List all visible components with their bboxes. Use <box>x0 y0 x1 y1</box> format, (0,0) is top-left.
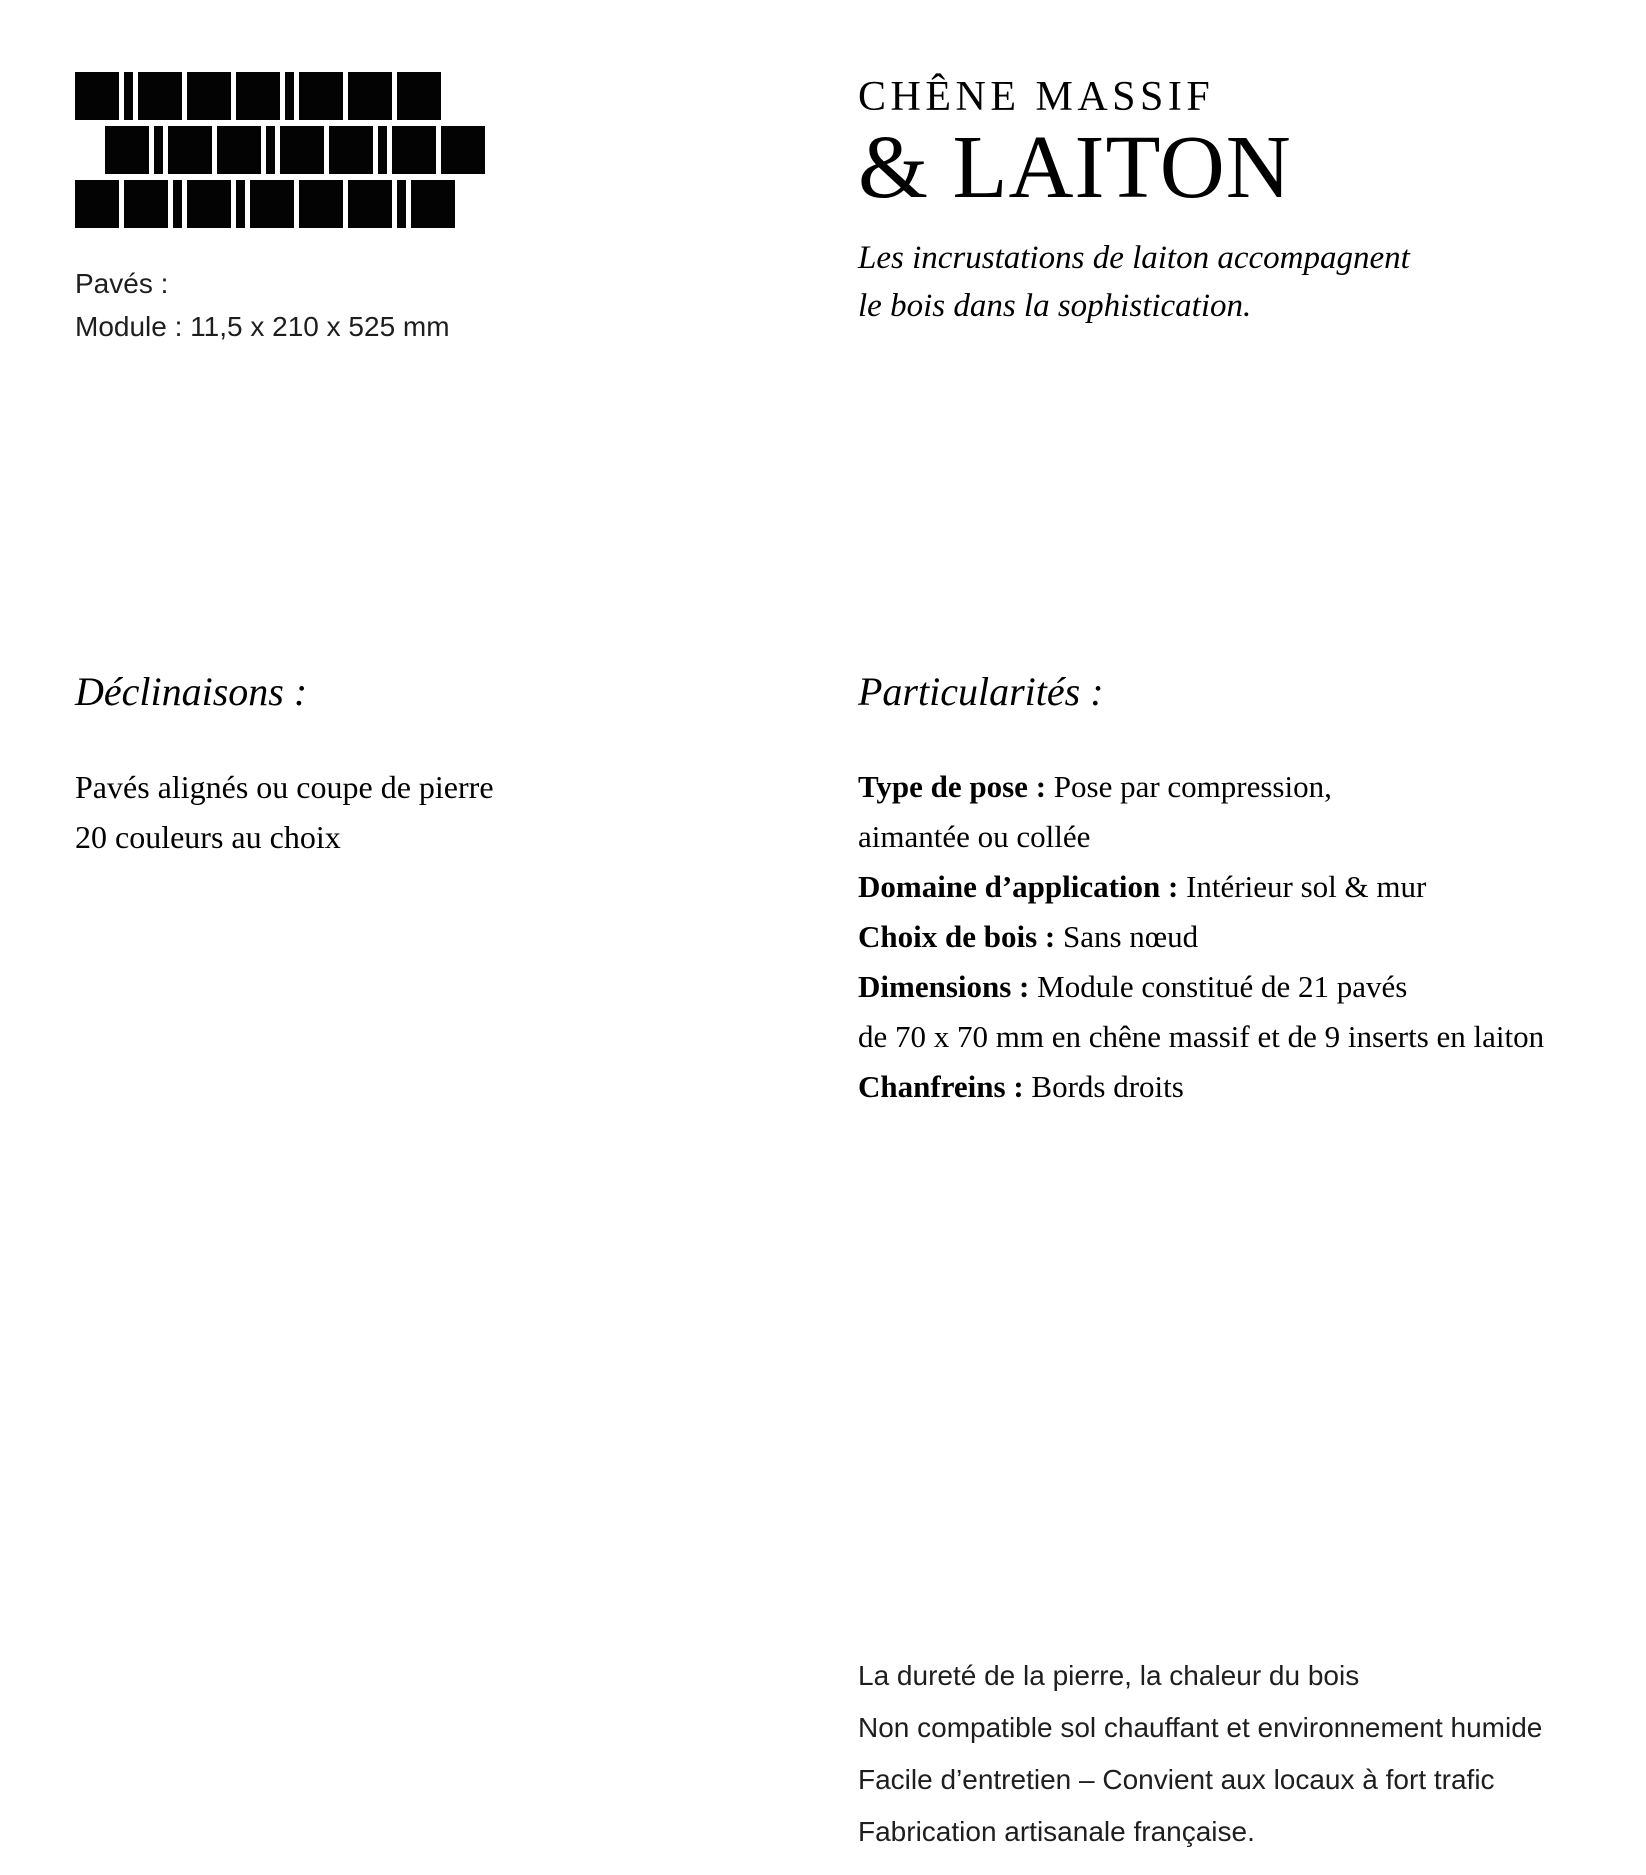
brass-insert-icon <box>397 180 406 228</box>
declinaisons-line: Pavés alignés ou coupe de pierre <box>75 769 494 805</box>
paver-module-pattern-icon <box>75 72 485 234</box>
paver-square-icon <box>187 180 231 228</box>
spec-label: Domaine d’application : <box>858 869 1179 904</box>
brass-insert-icon <box>124 72 133 120</box>
paver-row <box>75 180 485 228</box>
paver-square-icon <box>217 126 261 174</box>
paver-row <box>75 72 485 120</box>
product-title-line1: CHÊNE MASSIF <box>858 74 1215 120</box>
paver-square-icon <box>397 72 441 120</box>
product-title-block <box>858 76 1410 330</box>
paver-row <box>105 126 485 174</box>
paver-square-icon <box>299 72 343 120</box>
particularites-heading: Particularités : <box>858 669 1104 714</box>
brass-insert-icon <box>173 180 182 228</box>
footer-note-line: Facile d’entretien – Convient aux locaux à fort trafic <box>858 1764 1495 1795</box>
module-caption-label: Pavés : <box>75 268 169 299</box>
product-subtitle-line1: Les incrustations de laiton accompagnent <box>858 240 1410 276</box>
footer-notes <box>858 1650 1542 1858</box>
spec-line <box>858 1012 1544 1062</box>
declinaisons-heading: Déclinaisons : <box>75 669 308 714</box>
paver-square-icon <box>75 180 119 228</box>
paver-square-icon <box>348 180 392 228</box>
paver-square-icon <box>187 72 231 120</box>
spec-value: Sans nœud <box>1062 919 1199 954</box>
spec-label: Chanfreins : <box>858 1069 1024 1104</box>
paver-square-icon <box>75 72 119 120</box>
particularites-specs <box>858 762 1544 1112</box>
spec-value: Intérieur sol & mur <box>1186 869 1427 904</box>
declinaisons-line: 20 couleurs au choix <box>75 819 341 855</box>
paver-square-icon <box>392 126 436 174</box>
module-caption <box>75 262 450 348</box>
declinaisons-section <box>75 668 494 862</box>
paver-square-icon <box>299 180 343 228</box>
spec-line <box>858 862 1544 912</box>
spec-value: Bords droits <box>1031 1069 1184 1104</box>
paver-square-icon <box>138 72 182 120</box>
spec-value: Module constitué de 21 pavés <box>1037 969 1408 1004</box>
spec-value: Pose par compression, <box>1053 769 1332 804</box>
spec-line <box>858 912 1544 962</box>
spec-value: de 70 x 70 mm en chêne massif et de 9 inserts en laiton <box>858 1019 1545 1054</box>
spec-line <box>858 962 1544 1012</box>
paver-square-icon <box>411 180 455 228</box>
declinaisons-lines <box>75 762 494 862</box>
spec-label: Dimensions : <box>858 969 1030 1004</box>
brass-insert-icon <box>266 126 275 174</box>
module-caption-dimensions: Module : 11,5 x 210 x 525 mm <box>75 311 450 342</box>
paver-square-icon <box>124 180 168 228</box>
footer-note-line: Fabrication artisanale française. <box>858 1816 1255 1847</box>
product-title-line2: & LAITON <box>858 118 1292 217</box>
paver-square-icon <box>280 126 324 174</box>
spec-label: Choix de bois : <box>858 919 1056 954</box>
particularites-section <box>858 668 1544 1112</box>
paver-square-icon <box>441 126 485 174</box>
brass-insert-icon <box>154 126 163 174</box>
brass-insert-icon <box>285 72 294 120</box>
spec-line <box>858 762 1544 812</box>
paver-square-icon <box>168 126 212 174</box>
spec-label: Type de pose : <box>858 769 1047 804</box>
footer-note-line: Non compatible sol chauffant et environnement humide <box>858 1712 1543 1743</box>
paver-square-icon <box>236 72 280 120</box>
footer-note-line: La dureté de la pierre, la chaleur du bois <box>858 1660 1360 1691</box>
paver-square-icon <box>250 180 294 228</box>
paver-square-icon <box>348 72 392 120</box>
spec-line <box>858 812 1544 862</box>
spec-value: aimantée ou collée <box>858 819 1091 854</box>
spec-line <box>858 1062 1544 1112</box>
brass-insert-icon <box>236 180 245 228</box>
brass-insert-icon <box>378 126 387 174</box>
product-subtitle <box>858 234 1410 330</box>
product-subtitle-line2: le bois dans la sophistication. <box>858 288 1252 324</box>
paver-square-icon <box>105 126 149 174</box>
paver-square-icon <box>329 126 373 174</box>
